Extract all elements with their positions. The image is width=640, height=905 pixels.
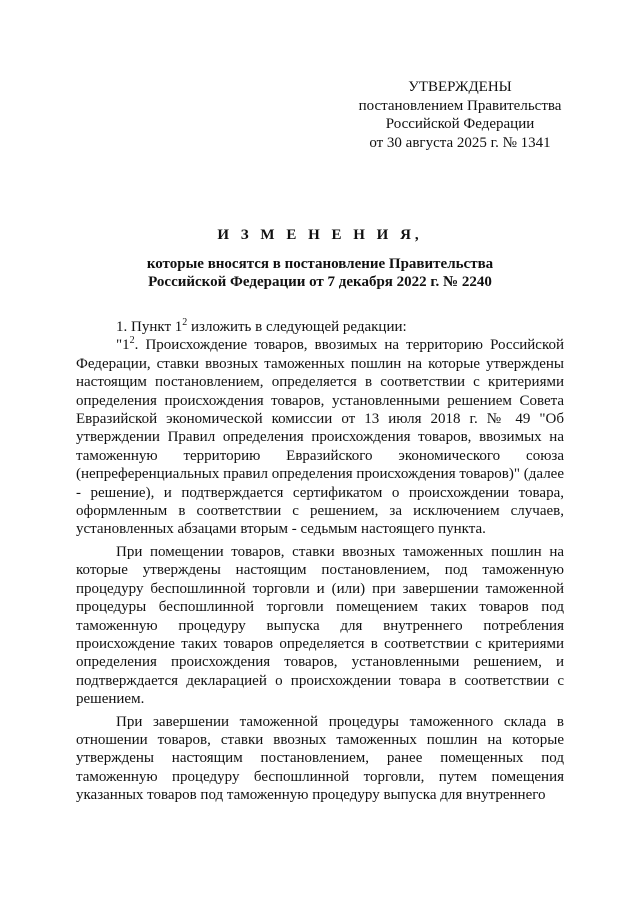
document-heading xyxy=(60,226,580,292)
paragraph-3: При завершении таможенной процедуры таможенного склада в отношении товаров, ставки ввозных таможенных пошлин на которые утверждены настоящим постановлением, ранее помещенных под таможенную процедуру беспошлинной торговли, путем помещения указанных товаров под таможенную процедуру выпуска для внутреннего xyxy=(76,713,564,804)
approval-line-2: Российской Федерации xyxy=(385,116,535,132)
heading-line-2: Российской Федерации от 7 декабря 2022 г. № 2240 xyxy=(148,274,492,290)
heading-title: И З М Е Н Е Н И Я, xyxy=(217,227,423,243)
paragraph-1 xyxy=(76,336,564,538)
approval-line-3: от 30 августа 2025 г. № 1341 xyxy=(369,134,551,151)
paragraph-1-prefix: "1 xyxy=(116,337,130,354)
item-1-sup: 2 xyxy=(182,317,188,328)
document-body xyxy=(76,318,564,805)
approval-title: УТВЕРЖДЕНЫ xyxy=(408,79,512,95)
item-1 xyxy=(76,318,564,336)
paragraph-1-text: . Происхождение товаров, ввозимых на территорию Российской Федерации, ставки ввозных таможенных пошлин на которые утверждены настоящим постановлением, определяется в соответствии с критериями определения происхождения товаров, установленными решением Совета Евразийской экономической комиссии от 13 июля 2018 г. № 49 "Об утверждении Правил определения происхождения товаров, ввозимых на таможенную территорию Евразийского экономического союза (непреференциальных правил определения происхождения товаров)" (далее - решение), и подтверждается сертификатом о происхождении товара, оформленным в соответствии с решением, за исключением случаев, установленных абзацами вторым - седьмым настоящего пункта. xyxy=(76,337,564,538)
item-1-suffix: изложить в следующей редакции: xyxy=(187,319,407,335)
approval-line-1: постановлением Правительства xyxy=(358,97,562,114)
paragraph-2: При помещении товаров, ставки ввозных таможенных пошлин на которые утверждены настоящим постановлением, под таможенную процедуру беспошлинной торговли и (или) при завершении таможенной процедуры беспошлинной торговли помещением таких товаров под таможенную процедуру выпуска для внутреннего потребления происхождение таких товаров определяется в соответствии с критериями определения происхождения товаров, установленными решением, и подтверждается декларацией о происхождении товара в соответствии с решением. xyxy=(76,543,564,708)
heading-line-1: которые вносятся в постановление Правительства xyxy=(146,255,494,272)
item-1-prefix: 1. Пункт 1 xyxy=(116,319,183,335)
approval-block xyxy=(340,78,580,152)
paragraph-1-sup: 2 xyxy=(129,335,135,347)
